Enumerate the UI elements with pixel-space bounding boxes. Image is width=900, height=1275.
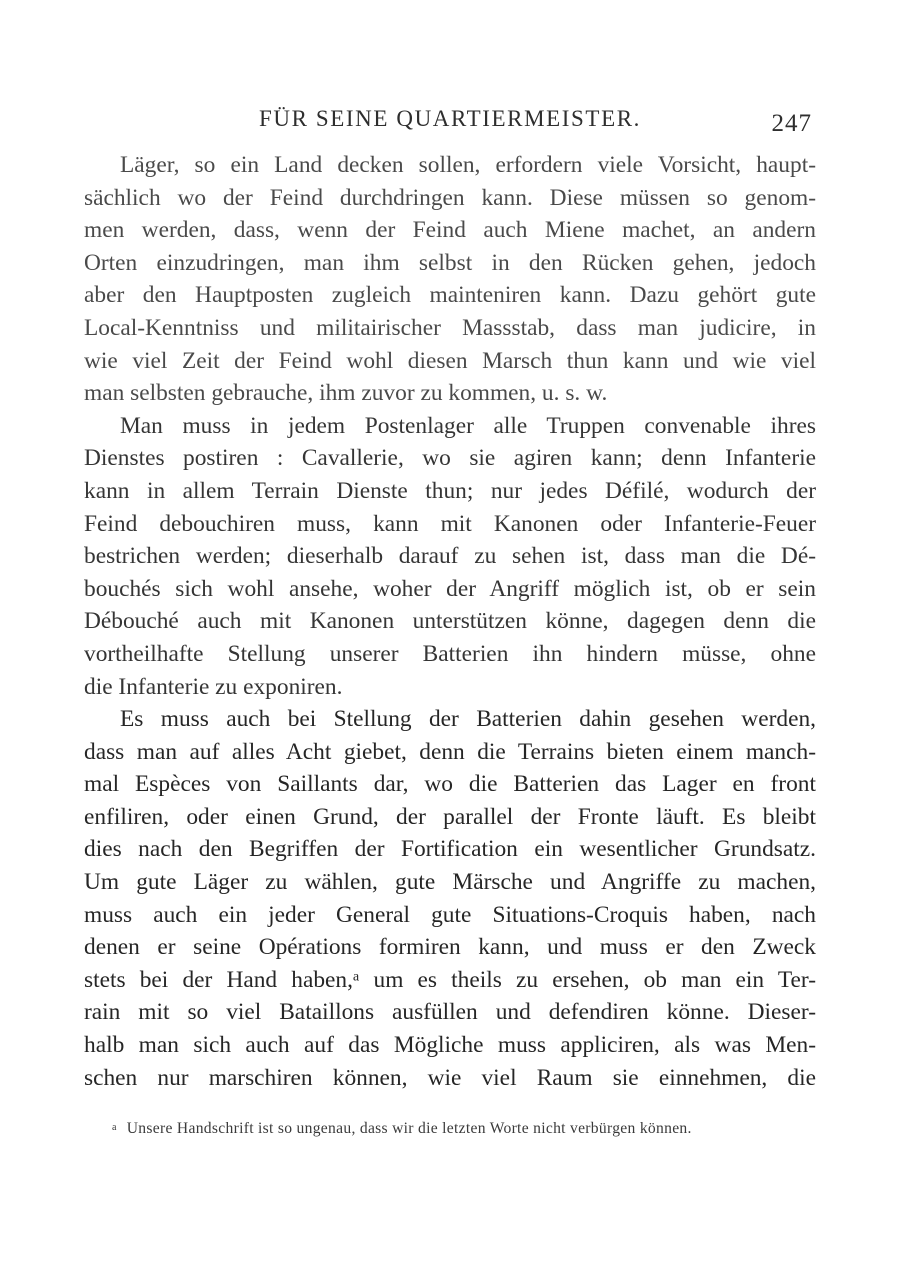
text-line: denen er seine Opérations formiren kann, und muss er den Zweck	[84, 934, 816, 961]
footnote	[112, 1120, 812, 1138]
running-title: FÜR SEINE QUARTIERMEISTER.	[258, 106, 642, 131]
text-line: mal Espèces von Saillants dar, wo die Batterien das Lager en front	[84, 771, 816, 798]
text-line: bouchés sich wohl ansehe, woher der Angriff möglich ist, ob er sein	[84, 575, 816, 602]
text-line: rain mit so viel Bataillons ausfüllen und defendiren könne. Dieser-	[84, 999, 816, 1026]
text-line: Orten einzudringen, man ihm selbst in den Rücken gehen, jedoch	[84, 249, 816, 276]
paragraph-3	[84, 703, 816, 1094]
text-line: man selbsten gebrauche, ihm zuvor zu kommen, u. s. w.	[84, 380, 608, 407]
text-line: sächlich wo der Feind durchdringen kann. Diese müssen so genom-	[84, 184, 816, 211]
paragraph-2	[84, 410, 816, 703]
text-line: enfiliren, oder einen Grund, der parallel der Fronte läuft. Es bleibt	[84, 803, 816, 830]
text-line: stets bei der Hand haben,ᵃ um es theils zu ersehen, ob man ein Ter-	[84, 966, 816, 993]
text-line: bestrichen werden; dieserhalb darauf zu sehen ist, dass man die Dé-	[84, 543, 816, 570]
text-line: Local-Kenntniss und militairischer Massstab, dass man judicire, in	[84, 314, 816, 341]
body-text	[84, 149, 816, 1094]
text-line: halb man sich auch auf das Mögliche muss appliciren, als was Men-	[84, 1032, 816, 1059]
text-line: dies nach den Begriffen der Fortification ein wesentlicher Grundsatz.	[84, 836, 816, 863]
paragraph-1	[84, 149, 816, 410]
footnote-text: Unsere Handschrift ist so ungenau, dass wir die letzten Worte nicht verbürgen können.	[126, 1120, 692, 1137]
text-line: muss auch ein jeder General gute Situations-Croquis haben, nach	[84, 901, 816, 928]
page-number: 247	[771, 110, 812, 137]
text-line: Läger, so ein Land decken sollen, erfordern viele Vorsicht, haupt-	[120, 152, 816, 178]
text-line: men werden, dass, wenn der Feind auch Miene machet, an andern	[84, 217, 816, 244]
text-line: Um gute Läger zu wählen, gute Märsche und Angriffe zu machen,	[84, 869, 816, 896]
text-line: Feind debouchiren muss, kann mit Kanonen oder Infanterie-Feuer	[84, 510, 816, 537]
text-line: Man muss in jedem Postenlager alle Truppen convenable ihres	[120, 412, 816, 439]
text-line: Es muss auch bei Stellung der Batterien dahin gesehen werden,	[120, 706, 816, 733]
text-line: kann in allem Terrain Dienste thun; nur jedes Défilé, wodurch der	[84, 477, 816, 504]
text-line: Débouché auch mit Kanonen unterstützen könne, dagegen denn die	[84, 608, 816, 635]
footnote-marker: a	[112, 1122, 117, 1133]
text-line: dass man auf alles Acht giebet, denn die Terrains bieten einem manch-	[84, 738, 816, 765]
text-line: wie viel Zeit der Feind wohl diesen Marsch thun kann und wie viel	[84, 347, 816, 374]
text-line: schen nur marschiren können, wie viel Raum sie einnehmen, die	[84, 1064, 816, 1091]
running-head	[84, 106, 816, 140]
text-line: Dienstes postiren : Cavallerie, wo sie agiren kann; denn Infanterie	[84, 445, 816, 472]
text-line: aber den Hauptposten zugleich mainteniren kann. Dazu gehört gute	[84, 282, 816, 309]
text-line: vortheilhafte Stellung unserer Batterien ihn hindern müsse, ohne	[84, 640, 816, 667]
text-line: die Infanterie zu exponiren.	[84, 673, 343, 700]
